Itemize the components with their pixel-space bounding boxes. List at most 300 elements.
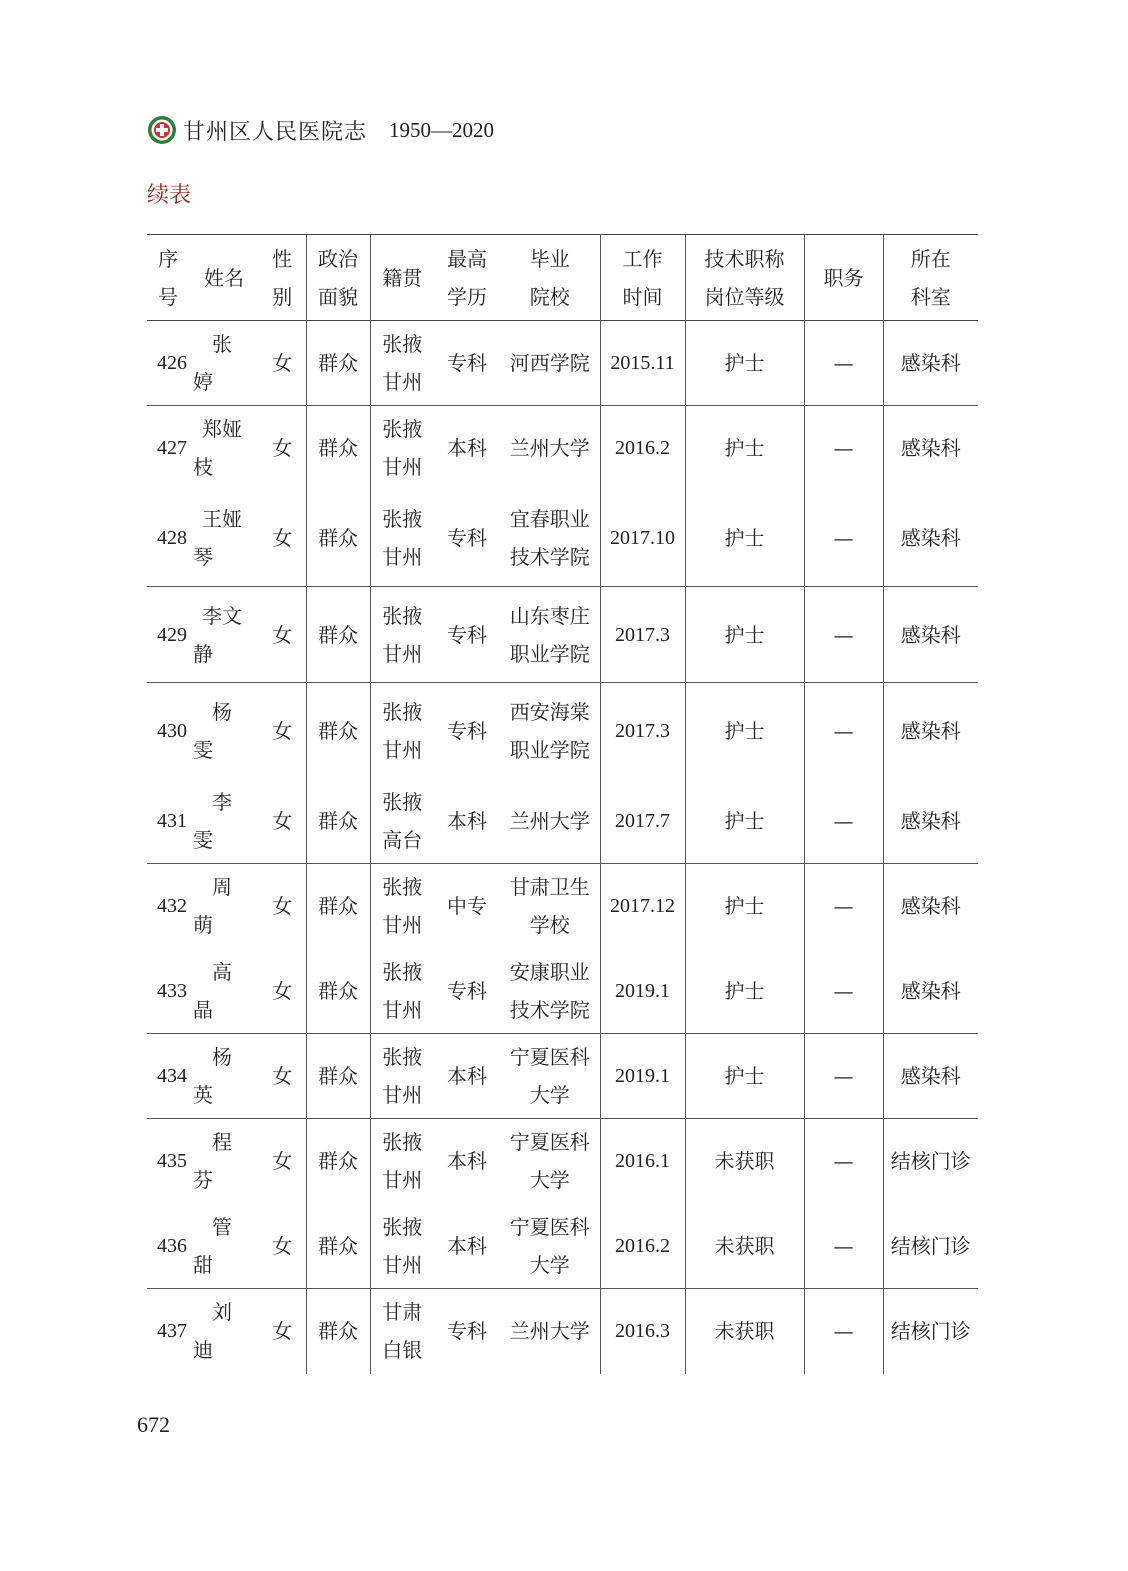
post-cell [804,1034,883,1119]
title-cell [685,779,804,864]
seq-cell-text: 433 [157,979,187,1002]
sex-cell [259,1289,306,1374]
school-cell-text: 兰州大学 [509,436,590,461]
title-cell [685,1034,804,1119]
title-cell-text: 未获职 [714,1319,775,1344]
origin-cell-text: 张掖 [382,417,423,442]
column-header [259,235,306,321]
party-cell-text: 群众 [318,436,358,461]
school-cell [500,1119,600,1204]
department-cell [883,1289,978,1374]
school-cell-text: 大学 [529,1252,570,1277]
department-cell-text: 结核门诊 [890,1149,971,1174]
work-date-cell [600,1204,685,1289]
table-row [147,1119,978,1204]
seq-cell [147,864,189,949]
column-header-line2: 科室 [910,284,951,309]
column-header-line2: 号 [158,284,178,309]
school-cell-text: 技术学院 [509,997,590,1022]
school-cell-text: 安康职业 [509,959,590,984]
sex-cell-text: 女 [272,1233,293,1258]
seq-cell-text: 437 [157,1320,187,1343]
title-cell-text: 护士 [724,436,765,461]
seq-cell [147,406,189,491]
work-date-cell-text: 2016.3 [615,1320,670,1343]
post-cell [804,491,883,587]
table-row [147,1204,978,1289]
post-cell-text: — [833,978,854,1003]
origin-cell-text: 甘州 [382,737,423,762]
title-cell [685,1289,804,1374]
education-cell [434,1119,500,1204]
sex-cell-text: 女 [272,894,293,919]
party-cell-text: 群众 [318,808,358,833]
seq-cell-text: 429 [157,623,187,646]
book-title: 甘州区人民医院志 [183,119,368,145]
title-cell [685,587,804,683]
sex-cell-text: 女 [272,718,293,743]
school-cell-text: 兰州大学 [509,1319,590,1344]
work-date-cell [600,1034,685,1119]
department-cell [883,321,978,406]
education-cell-text: 专科 [447,978,487,1003]
post-cell-text: — [833,1149,854,1174]
post-cell-text: — [833,526,854,551]
column-header [600,235,685,321]
origin-cell-text: 甘州 [382,1252,423,1277]
column-header [804,235,883,321]
column-header-line1: 最高 [447,246,487,271]
sex-cell [259,864,306,949]
education-cell-text: 专科 [447,526,487,551]
name-cell-text: 程 芬 [193,1130,252,1193]
column-header [685,235,804,321]
name-cell [189,864,259,949]
table-row [147,779,978,864]
party-cell [306,779,370,864]
origin-cell [370,321,434,406]
party-cell [306,1034,370,1119]
title-cell [685,491,804,587]
origin-cell-text: 甘州 [382,370,423,394]
sex-cell [259,1119,306,1204]
origin-cell [370,949,434,1034]
origin-cell-text: 甘州 [382,1168,423,1193]
party-cell [306,1289,370,1374]
origin-cell [370,1034,434,1119]
school-cell-text: 西安海棠 [509,699,590,724]
work-date-cell-text: 2019.1 [615,979,670,1002]
department-cell [883,1034,978,1119]
school-cell [500,406,600,491]
school-cell-text: 职业学院 [509,737,590,762]
origin-cell-text: 白银 [382,1338,423,1363]
work-date-cell-text: 2017.3 [615,719,670,742]
origin-cell-text: 张掖 [382,332,423,356]
party-cell-text: 群众 [318,1319,358,1344]
post-cell [804,587,883,683]
table-row [147,1289,978,1374]
work-date-cell [600,321,685,406]
post-cell [804,1204,883,1289]
column-header [189,235,259,321]
department-cell [883,491,978,587]
column-header-line1: 籍贯 [382,265,423,290]
education-cell-text: 本科 [447,436,487,461]
sex-cell [259,1034,306,1119]
work-date-cell [600,949,685,1034]
education-cell-text: 中专 [447,894,487,919]
name-cell [189,587,259,683]
post-cell [804,321,883,406]
department-cell [883,406,978,491]
table-row [147,949,978,1034]
school-cell [500,779,600,864]
column-header-line1: 政治 [318,246,358,271]
origin-cell [370,683,434,779]
origin-cell [370,587,434,683]
school-cell [500,949,600,1034]
department-cell-text: 感染科 [900,526,961,551]
department-cell-text: 感染科 [900,1064,961,1088]
work-date-cell [600,1119,685,1204]
seq-cell-text: 436 [157,1234,187,1257]
education-cell [434,587,500,683]
column-header-line2: 别 [272,284,293,309]
post-cell-text: — [833,894,854,919]
seq-cell [147,1289,189,1374]
name-cell-text: 管 甜 [193,1214,252,1277]
education-cell [434,491,500,587]
post-cell-text: — [833,718,854,743]
column-header [306,235,370,321]
origin-cell [370,406,434,491]
school-cell-text: 职业学院 [509,641,590,666]
name-cell [189,1204,259,1289]
table-row [147,406,978,491]
party-cell [306,949,370,1034]
education-cell [434,779,500,864]
title-cell [685,949,804,1034]
page-number: 672 [137,1412,170,1437]
origin-cell-text: 张掖 [382,1045,423,1069]
work-date-cell-text: 2016.2 [615,1234,670,1257]
origin-cell [370,1289,434,1374]
school-cell [500,1289,600,1374]
school-cell-text: 大学 [529,1083,570,1107]
seq-cell [147,1034,189,1119]
origin-cell-text: 张掖 [382,699,423,724]
sex-cell [259,779,306,864]
education-cell-text: 本科 [447,808,487,833]
post-cell [804,779,883,864]
sex-cell [259,587,306,683]
education-cell-text: 专科 [447,1319,487,1344]
seq-cell-text: 427 [157,437,187,460]
education-cell [434,683,500,779]
column-header-line1: 姓名 [204,265,244,290]
origin-cell-text: 甘肃 [382,1300,423,1325]
origin-cell-text: 甘州 [382,455,423,480]
name-cell-text: 张 婷 [193,332,252,394]
party-cell-text: 群众 [318,1233,358,1258]
column-header-line1: 职务 [823,265,864,290]
column-header-line1: 毕业 [529,246,570,271]
school-cell [500,587,600,683]
name-cell-text: 杨 英 [193,1045,252,1107]
origin-cell-text: 甘州 [382,913,423,938]
seq-cell [147,491,189,587]
seq-cell-text: 431 [157,809,187,832]
post-cell-text: — [833,351,854,375]
party-cell-text: 群众 [318,622,358,647]
seq-cell [147,321,189,406]
education-cell [434,949,500,1034]
post-cell-text: — [833,1233,854,1258]
origin-cell-text: 张掖 [382,507,423,532]
origin-cell-text: 张掖 [382,1214,423,1239]
post-cell-text: — [833,808,854,833]
name-cell-text: 刘 迪 [193,1300,252,1363]
column-header [500,235,600,321]
origin-cell-text: 张掖 [382,1130,423,1155]
work-date-cell [600,491,685,587]
title-cell-text: 护士 [724,808,765,833]
party-cell-text: 群众 [318,718,358,743]
column-header [370,235,434,321]
school-cell-text: 河西学院 [509,351,590,375]
title-cell [685,406,804,491]
title-cell [685,321,804,406]
party-cell-text: 群众 [318,526,358,551]
party-cell [306,1204,370,1289]
post-cell [804,406,883,491]
origin-cell-text: 甘州 [382,997,423,1022]
party-cell [306,491,370,587]
seq-cell [147,587,189,683]
column-header-line1: 技术职称 [704,246,785,271]
work-date-cell [600,406,685,491]
name-cell-text: 李 雯 [193,789,252,852]
seq-cell-text: 430 [157,719,187,742]
school-cell-text: 宁夏医科 [509,1045,590,1069]
title-cell [685,1119,804,1204]
seq-cell [147,1204,189,1289]
table-row [147,587,978,683]
origin-cell [370,1119,434,1204]
department-cell [883,587,978,683]
education-cell [434,864,500,949]
department-cell [883,1119,978,1204]
party-cell [306,321,370,406]
sex-cell [259,406,306,491]
seq-cell-text: 434 [157,1065,187,1087]
department-cell-text: 结核门诊 [890,1233,971,1258]
table-row [147,1034,978,1119]
school-cell [500,864,600,949]
department-cell-text: 结核门诊 [890,1319,971,1344]
sex-cell-text: 女 [272,978,293,1003]
party-cell [306,587,370,683]
department-cell [883,864,978,949]
education-cell [434,1204,500,1289]
sex-cell [259,491,306,587]
education-cell-text: 专科 [447,351,487,375]
post-cell [804,949,883,1034]
title-cell-text: 护士 [724,978,765,1003]
school-cell-text: 宁夏医科 [509,1214,590,1239]
seq-cell [147,1119,189,1204]
title-cell-text: 护士 [724,718,765,743]
seq-cell-text: 426 [157,352,187,374]
school-cell [500,683,600,779]
seq-cell [147,683,189,779]
title-cell-text: 护士 [724,894,765,919]
origin-cell [370,779,434,864]
department-cell [883,779,978,864]
column-header [883,235,978,321]
education-cell-text: 本科 [447,1064,487,1088]
sex-cell-text: 女 [272,351,293,375]
school-cell-text: 甘肃卫生 [509,875,590,900]
column-header-line1: 序 [158,246,178,271]
school-cell-text: 山东枣庄 [509,603,590,628]
table-row [147,683,978,779]
party-cell-text: 群众 [318,1064,358,1088]
column-header-line1: 工作 [622,246,663,271]
work-date-cell-text: 2017.7 [615,809,670,832]
origin-cell [370,864,434,949]
sex-cell-text: 女 [272,808,293,833]
work-date-cell-text: 2016.2 [615,437,670,460]
school-cell-text: 宜春职业 [509,507,590,532]
continued-label: 续表 [147,183,192,208]
title-cell-text: 护士 [724,526,765,551]
name-cell-text: 杨 雯 [193,699,252,762]
name-cell-text: 郑娅枝 [193,417,242,480]
party-cell [306,1119,370,1204]
title-cell [685,1204,804,1289]
post-cell-text: — [833,436,854,461]
party-cell-text: 群众 [318,978,358,1003]
staff-table [147,234,978,1374]
party-cell-text: 群众 [318,351,358,375]
column-header-line2: 院校 [529,284,570,309]
origin-cell-text: 张掖 [382,959,423,984]
table-row [147,491,978,587]
work-date-cell [600,683,685,779]
sex-cell-text: 女 [272,622,293,647]
table-row [147,864,978,949]
name-cell [189,1289,259,1374]
school-cell-text: 技术学院 [509,545,590,570]
work-date-cell [600,1289,685,1374]
sex-cell-text: 女 [272,1064,293,1088]
department-cell-text: 感染科 [900,894,961,919]
work-date-cell-text: 2017.12 [610,895,675,918]
education-cell [434,321,500,406]
origin-cell-text: 甘州 [382,1083,423,1107]
post-cell [804,864,883,949]
table-header-row [147,235,978,321]
post-cell [804,1119,883,1204]
education-cell-text: 本科 [447,1233,487,1258]
name-cell [189,491,259,587]
seq-cell-text: 432 [157,895,187,918]
department-cell [883,1204,978,1289]
column-header-line2: 面貌 [318,284,358,309]
name-cell [189,949,259,1034]
name-cell [189,321,259,406]
department-cell-text: 感染科 [900,718,961,743]
post-cell-text: — [833,622,854,647]
title-cell-text: 护士 [724,1064,765,1088]
title-cell [685,864,804,949]
name-cell [189,779,259,864]
sex-cell [259,1204,306,1289]
sex-cell-text: 女 [272,1149,293,1174]
work-date-cell [600,864,685,949]
department-cell-text: 感染科 [900,808,961,833]
origin-cell-text: 张掖 [382,875,423,900]
seq-cell-text: 428 [157,527,187,550]
name-cell [189,1119,259,1204]
table-body [147,321,978,1374]
school-cell [500,491,600,587]
school-cell [500,321,600,406]
school-cell [500,1204,600,1289]
department-cell-text: 感染科 [900,436,961,461]
post-cell [804,1289,883,1374]
origin-cell-text: 张掖 [382,603,423,628]
origin-cell [370,1204,434,1289]
title-cell-text: 未获职 [714,1233,775,1258]
department-cell [883,949,978,1034]
education-cell [434,406,500,491]
title-cell [685,683,804,779]
work-date-cell-text: 2017.3 [615,623,670,646]
title-cell-text: 护士 [724,351,765,375]
work-date-cell-text: 2015.11 [610,352,675,374]
post-cell-text: — [833,1064,854,1088]
sex-cell [259,949,306,1034]
work-date-cell-text: 2019.1 [615,1065,670,1087]
column-header-line1: 性 [272,246,293,271]
name-cell-text: 李文静 [193,603,242,666]
seq-cell [147,949,189,1034]
name-cell [189,1034,259,1119]
education-cell [434,1034,500,1119]
education-cell-text: 专科 [447,718,487,743]
department-cell-text: 感染科 [900,622,961,647]
name-cell-text: 王娅琴 [193,507,242,570]
seq-cell [147,779,189,864]
department-cell-text: 感染科 [900,978,961,1003]
department-cell-text: 感染科 [900,351,961,375]
sex-cell-text: 女 [272,526,293,551]
school-cell-text: 大学 [529,1168,570,1193]
work-date-cell [600,587,685,683]
sex-cell [259,321,306,406]
department-cell [883,683,978,779]
sex-cell [259,683,306,779]
post-cell [804,683,883,779]
name-cell-text: 周 萌 [193,875,252,938]
running-header [147,110,494,150]
origin-cell-text: 高台 [382,827,423,852]
education-cell-text: 专科 [447,622,487,647]
school-cell [500,1034,600,1119]
